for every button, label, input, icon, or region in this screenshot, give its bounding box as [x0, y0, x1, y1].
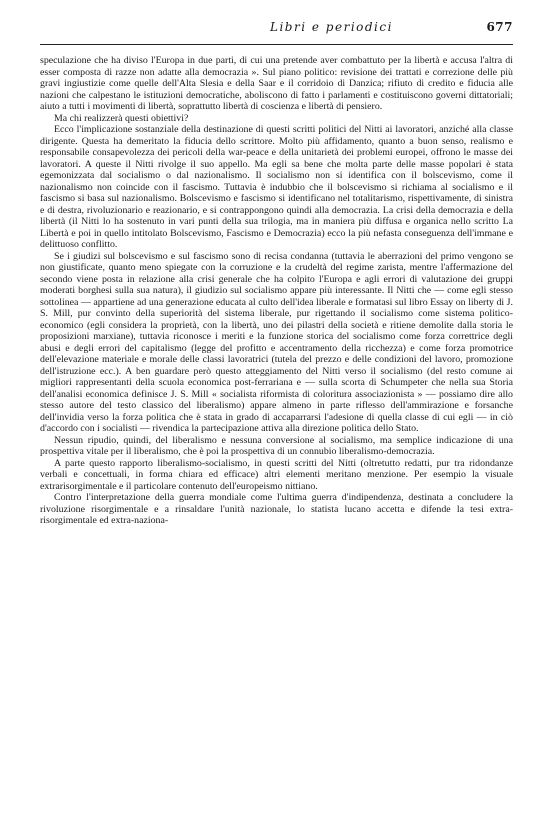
paragraph: speculazione che ha diviso l'Europa in due parti, di cui una pretende aver combattuto per la libertà e accusa l'altra di esser composta di razze non adatte alla democrazia ». Sul piano politico: revisione dei trattati e correzione delle più gravi ingiustizie come quelle dell'Alta Slesia e della Saar e il corridoio di Danzica; rifiuto di credito e fiducia alle nazioni che calpestano le istituzioni democratiche, aboliscono di fatto i parlamenti e costituiscono governi dittatoriali; aiuto a tutti i movimenti di libertà, soprattutto libertà di coscienza e libertà di pensiero. [40, 55, 513, 112]
paragraph: Ecco l'implicazione sostanziale della destinazione di questi scritti politici del Nitti ai lavoratori, anziché alla classe dirigente. Questa ha demeritato la fiducia dello scrittore. Molto più affidamento, quanto a buon senso, realismo e responsabile consapevolezza dei pericoli della war-peace e della unitarietà dei problemi europei, offrono le masse dei lavoratori. A queste il Nitti rivolge il suo appello. Ma egli sa bene che molta parte delle masse popolari è stata egemonizzata dal socialismo o dal nazionalismo. Il socialismo non si identifica con il bolscevismo, come il nazionalismo non coincide con il fascismo. Tuttavia è indubbio che il bolscevismo si richiama al socialismo e il fascismo si basa sul nazionalismo. Bolscevismo e fascismo si identificano nel totalitarismo, rispettivamente, di sinistra e di destra, rivoluzionario e reazionario, e si contrappongono quindi alla democrazia. La crisi della democrazia e della libertà (il Nitti lo ha sostenuto in vari punti della sua trilogia, ma in maniera più diffusa e organica nello scritto La Libertà e poi in quello intitolato Bolscevismo, Fascismo e Democrazia) ecco la più nefasta conseguenza dell'immane e delittuoso conflitto. [40, 124, 513, 250]
section-title: Libri e periodici [270, 20, 393, 34]
page-number: 677 [486, 20, 513, 34]
body-text [40, 55, 513, 527]
paragraph: Nessun ripudio, quindi, del liberalismo e nessuna conversione al socialismo, ma semplice indicazione di una prospettiva vitale per il liberalismo, che è poi la prospettiva di un connubio liberalismo-democrazia. [40, 434, 513, 457]
header-rule [40, 44, 513, 45]
paragraph: Contro l'interpretazione della guerra mondiale come l'ultima guerra d'indipendenza, destinata a concludere la rivoluzione risorgimentale e a rinsaldare l'unità nazionale, lo statista lucano accetta e difende la tesi extra-risorgimentale ed extra-naziona- [40, 492, 513, 526]
paragraph: Ma chi realizzerà questi obiettivi? [54, 112, 189, 124]
paragraph: A parte questo rapporto liberalismo-socialismo, in questi scritti del Nitti (oltretutto redatti, pur tra ridondanze verbali e concettuali, in forma chiara ed efficace) altri elementi meritano menzione. Per esempio la visuale extrarisorgimentale e il particolare contenuto dell'europeismo nittiano. [40, 457, 513, 492]
paragraph: Se i giudizi sul bolscevismo e sul fascismo sono di recisa condanna (tuttavia le aberrazioni del primo vengono se non giustificate, quanto meno spiegate con la corruzione e la crudeltà del regime zarista, mentre l'affermazione del secondo viene posta in relazione alla crisi generale che ha colpito l'Europa e agli errori di valutazione dei gruppi moderati borghesi sulla sua natura), il giudizio sul socialismo appare più interessante. Il Nitti che — come egli stesso sottolinea — appartiene ad una generazione educata al culto dell'idea liberale e formatasi sul libro Essay on liberty di J. S. Mill, pur convinto della superiorità del sistema liberale, pur rigettando il socialismo come sistema politico-economico (egli considera la proprietà, con la libertà, uno dei pilastri della società e ritiene demolite dalla storia le proposizioni marxiane), tuttavia riconosce i meriti e la funzione storica del socialismo come forza correttrice degli abusi e degli errori del capitalismo (legge del profitto e accentramento della ricchezza) e come forza promotrice dell'elevazione materiale e morale delle classi lavoratrici (tutela del prezzo e delle condizioni del lavoro, promozione dell'istruzione ecc.). A ben guardare però questo atteggiamento del Nitti verso il socialismo (del resto comune ai migliori rappresentanti della scuola economica post-ferrariana e — sulla scorta di Schumpeter che nella sua Storia dell'analisi economica definisce J. S. Mill « socialista riformista di coloritura associazionista » — possiamo dire allo stesso autore del testo classico del liberalismo) appare almeno in parte riflesso dell'ammirazione e forsanche dell'invidia verso la forza politica che è stata in grado di accaparrarsi l'adesione di quella classe di cui egli — in ciò d'accordo con i socialisti — rivendica la partecipazione attiva alla direzione politica dello Stato. [40, 250, 513, 434]
running-head [40, 19, 513, 35]
